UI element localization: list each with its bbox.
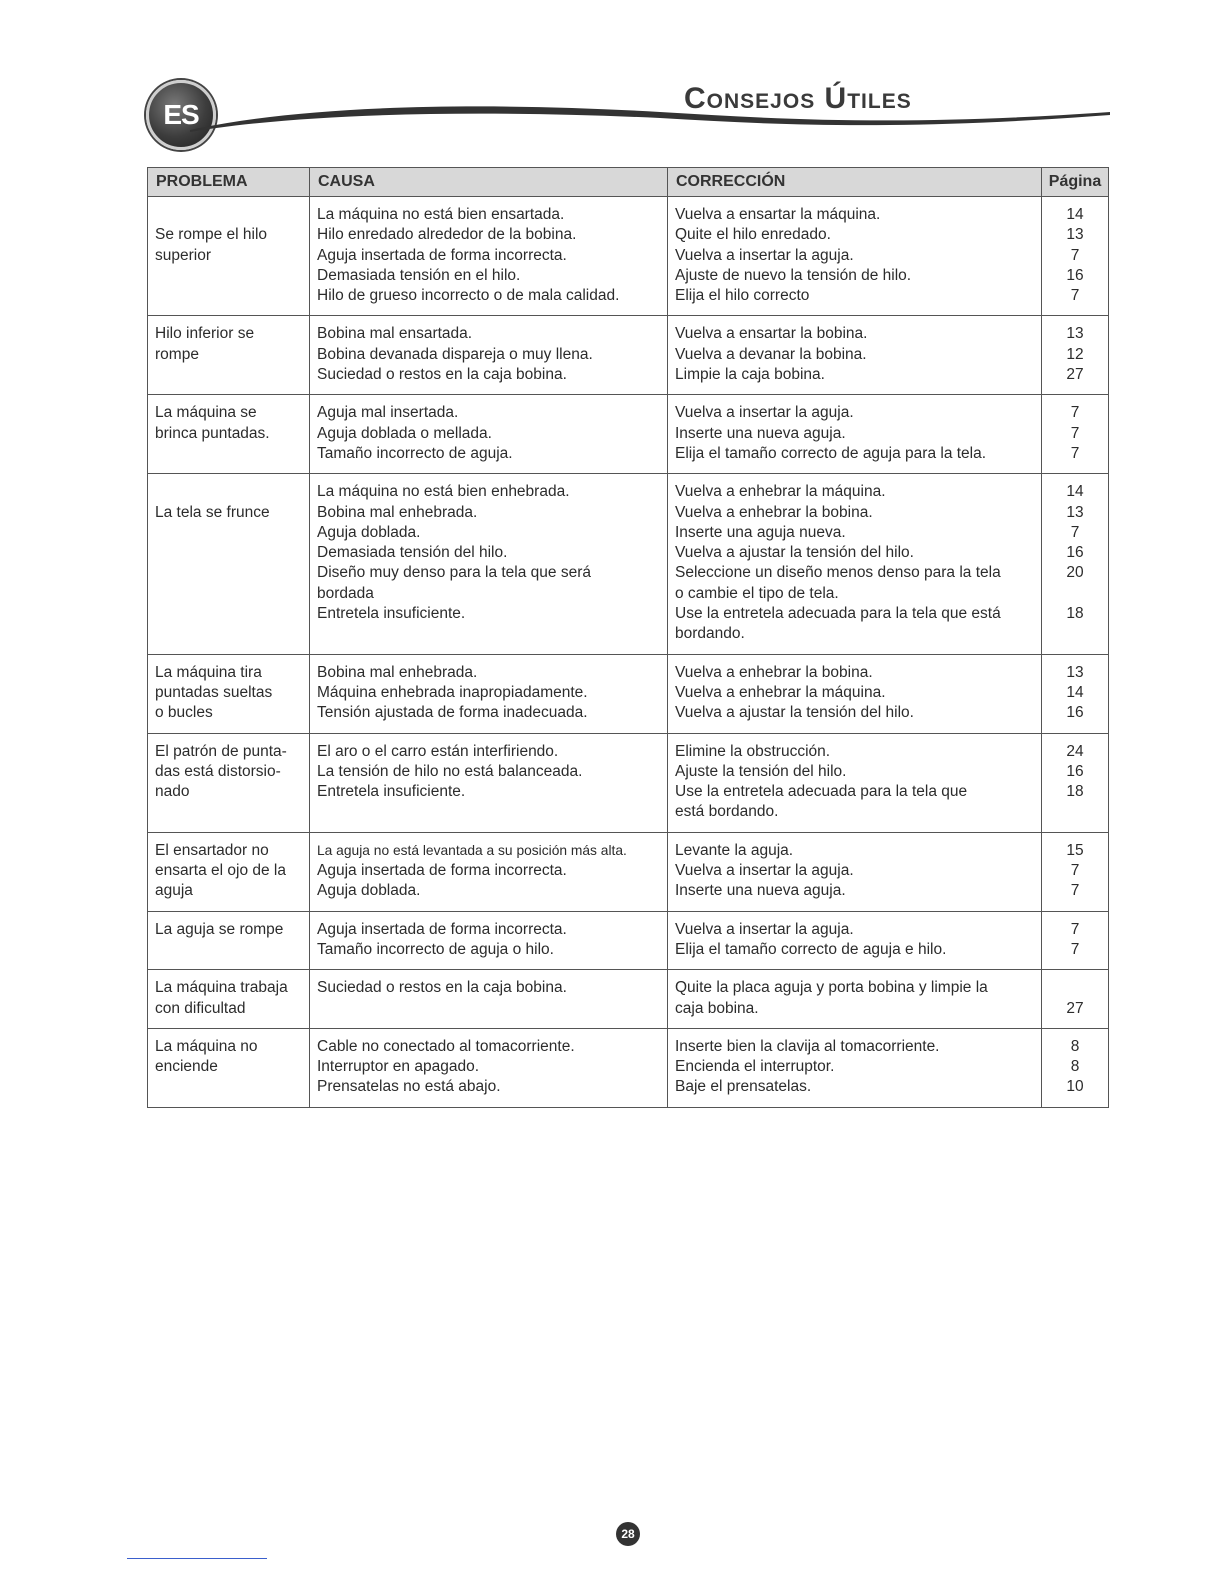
- problem-cell: [148, 911, 310, 970]
- page-ref: 7: [1070, 920, 1080, 938]
- table-row: [148, 1028, 1109, 1107]
- correction-cell: [668, 316, 1042, 395]
- cell-line: nado: [155, 783, 190, 801]
- page-ref: 7: [1070, 444, 1080, 462]
- cell-line: Elija el hilo correcto: [675, 287, 810, 305]
- page-ref: 16: [1066, 762, 1084, 780]
- cell-line: Inserte una nueva aguja.: [675, 882, 846, 900]
- cell-line: Demasiada tensión del hilo.: [317, 544, 508, 562]
- page-ref-cell: [1042, 316, 1109, 395]
- table-row: [148, 911, 1109, 970]
- cell-line: Suciedad o restos en la caja bobina.: [317, 366, 567, 384]
- page-ref-cell: [1042, 832, 1109, 911]
- cell-line: La máquina trabaja: [155, 979, 288, 997]
- cell-line: Aguja doblada o mellada.: [317, 424, 492, 442]
- page-ref: 18: [1066, 605, 1084, 623]
- cell-line: Ajuste de nuevo la tensión de hilo.: [675, 266, 912, 284]
- cell-line: La máquina no está bien enhebrada.: [317, 483, 570, 501]
- cause-cell: [310, 654, 668, 733]
- footer-rule: [127, 1558, 267, 1559]
- cell-line: o bucles: [155, 704, 213, 722]
- cell-line: Interruptor en apagado.: [317, 1058, 480, 1076]
- cell-line: El aro o el carro están interfiriendo.: [317, 742, 559, 760]
- cell-line: Se rompe el hilo: [155, 226, 268, 244]
- cell-line: Vuelva a enhebrar la máquina.: [675, 683, 886, 701]
- cell-line: La aguja no está levantada a su posición más alta.: [317, 842, 627, 858]
- cell-line: Levante la aguja.: [675, 841, 794, 859]
- cell-line: La aguja se rompe: [155, 920, 284, 938]
- page-ref: 7: [1070, 940, 1080, 958]
- cause-cell: [310, 970, 668, 1029]
- page-ref: 7: [1070, 246, 1080, 264]
- page-ref: 16: [1066, 266, 1084, 284]
- cell-line: Suciedad o restos en la caja bobina.: [317, 979, 567, 997]
- problem-cell: [148, 654, 310, 733]
- cell-line: [155, 205, 302, 225]
- cell-line: El ensartador no: [155, 841, 269, 859]
- page-ref: 18: [1066, 783, 1084, 801]
- cell-line: Cable no conectado al tomacorriente.: [317, 1037, 575, 1055]
- problem-cell: [148, 733, 310, 832]
- cell-line: Inserte bien la clavija al tomacorriente.: [675, 1037, 940, 1055]
- correction-cell: [668, 395, 1042, 474]
- column-header-cause: CAUSA: [310, 168, 668, 197]
- cell-line: Vuelva a ajustar la tensión del hilo.: [675, 704, 914, 722]
- cause-cell: [310, 395, 668, 474]
- table-row: [148, 733, 1109, 832]
- cell-line: Vuelva a enhebrar la bobina.: [675, 663, 873, 681]
- cell-line: Encienda el interruptor.: [675, 1058, 835, 1076]
- cell-line: brinca puntadas.: [155, 424, 270, 442]
- cause-cell: [310, 197, 668, 316]
- cell-line: o cambie el tipo de tela.: [675, 584, 839, 602]
- page-ref: [1049, 584, 1101, 604]
- cell-line: Limpie la caja bobina.: [675, 366, 825, 384]
- cell-line: Aguja mal insertada.: [317, 404, 459, 422]
- cell-line: Demasiada tensión en el hilo.: [317, 266, 521, 284]
- page-ref-cell: [1042, 733, 1109, 832]
- cause-cell: [310, 474, 668, 654]
- cell-line: Hilo de grueso incorrecto o de mala calidad.: [317, 287, 620, 305]
- page-ref-cell: [1042, 474, 1109, 654]
- page-ref: 14: [1066, 206, 1084, 223]
- page-ref: 7: [1070, 523, 1080, 541]
- cell-line: Quite la placa aguja y porta bobina y limpie la: [675, 979, 988, 997]
- cell-line: Vuelva a devanar la bobina.: [675, 345, 867, 363]
- table-row: [148, 395, 1109, 474]
- cell-line: Use la entretela adecuada para la tela que: [675, 783, 968, 801]
- cell-line: Prensatelas no está abajo.: [317, 1078, 501, 1096]
- cell-line: Quite el hilo enredado.: [675, 226, 831, 244]
- cell-line: Tensión ajustada de forma inadecuada.: [317, 704, 588, 722]
- correction-cell: [668, 970, 1042, 1029]
- cell-line: Tamaño incorrecto de aguja o hilo.: [317, 940, 554, 958]
- page-ref: 8: [1070, 1037, 1080, 1055]
- cell-line: Vuelva a ensartar la bobina.: [675, 325, 868, 343]
- table-row: [148, 316, 1109, 395]
- page-ref: 7: [1070, 287, 1080, 305]
- page-ref-cell: [1042, 197, 1109, 316]
- cause-cell: [310, 1028, 668, 1107]
- cell-line: Entretela insuficiente.: [317, 783, 466, 801]
- cell-line: Máquina enhebrada inapropiadamente.: [317, 683, 588, 701]
- page-number-badge: 28: [616, 1522, 640, 1546]
- cell-line: Aguja doblada.: [317, 882, 421, 900]
- cell-line: con dificultad: [155, 999, 246, 1017]
- cause-cell: [310, 316, 668, 395]
- problem-cell: [148, 197, 310, 316]
- cause-cell: [310, 733, 668, 832]
- cell-line: Aguja doblada.: [317, 523, 421, 541]
- cell-line: bordando.: [675, 625, 745, 643]
- cell-line: enciende: [155, 1058, 218, 1076]
- cell-line: das está distorsio-: [155, 762, 281, 780]
- problem-cell: [148, 1028, 310, 1107]
- cell-line: Aguja insertada de forma incorrecta.: [317, 862, 567, 880]
- cell-line: Bobina mal enhebrada.: [317, 663, 478, 681]
- page-ref: 14: [1066, 683, 1084, 701]
- cell-line: La tela se frunce: [155, 503, 270, 521]
- cell-line: Hilo enredado alrededor de la bobina.: [317, 226, 577, 244]
- cell-line: Vuelva a insertar la aguja.: [675, 404, 854, 422]
- cell-line: Aguja insertada de forma incorrecta.: [317, 920, 567, 938]
- cell-line: Vuelva a insertar la aguja.: [675, 920, 854, 938]
- cell-line: La máquina no: [155, 1037, 258, 1055]
- cell-line: Baje el prensatelas.: [675, 1078, 812, 1096]
- problem-cell: [148, 832, 310, 911]
- table-row: [148, 197, 1109, 316]
- page-ref: 13: [1066, 503, 1084, 521]
- cell-line: Bobina mal ensartada.: [317, 325, 473, 343]
- problem-cell: [148, 474, 310, 654]
- column-header-page: Página: [1042, 168, 1109, 197]
- cell-line: Hilo inferior se: [155, 325, 255, 343]
- cell-line: caja bobina.: [675, 999, 759, 1017]
- page-ref: 13: [1066, 226, 1084, 244]
- cell-line: Elija el tamaño correcto de aguja e hilo.: [675, 940, 947, 958]
- table-row: [148, 832, 1109, 911]
- page-ref: 13: [1066, 663, 1084, 681]
- page-ref: 24: [1066, 742, 1084, 760]
- cell-line: La máquina se: [155, 404, 257, 422]
- correction-cell: [668, 832, 1042, 911]
- cell-line: Vuelva a insertar la aguja.: [675, 862, 854, 880]
- table-row: [148, 474, 1109, 654]
- cell-line: Elimine la obstrucción.: [675, 742, 831, 760]
- cell-line: Bobina mal enhebrada.: [317, 503, 478, 521]
- cell-line: Tamaño incorrecto de aguja.: [317, 444, 513, 462]
- cell-line: La máquina no está bien ensartada.: [317, 206, 565, 223]
- correction-cell: [668, 654, 1042, 733]
- page-ref: 16: [1066, 704, 1084, 722]
- page-ref-cell: [1042, 395, 1109, 474]
- correction-cell: [668, 733, 1042, 832]
- page-ref: 13: [1066, 325, 1084, 343]
- page-ref-cell: [1042, 911, 1109, 970]
- problem-cell: [148, 316, 310, 395]
- page-ref: 8: [1070, 1058, 1080, 1076]
- troubleshooting-table: [147, 167, 1109, 1108]
- cell-line: Diseño muy denso para la tela que será: [317, 564, 591, 582]
- cell-line: [155, 482, 302, 502]
- cause-cell: [310, 832, 668, 911]
- page-ref: 7: [1070, 882, 1080, 900]
- page-ref: 7: [1070, 862, 1080, 880]
- page-ref: 7: [1070, 404, 1080, 422]
- cell-line: Entretela insuficiente.: [317, 605, 466, 623]
- table-row: [148, 654, 1109, 733]
- page-ref-cell: [1042, 1028, 1109, 1107]
- page-ref: 15: [1066, 841, 1084, 859]
- page-ref: 12: [1066, 345, 1084, 363]
- page-ref: [1049, 978, 1101, 998]
- cell-line: Vuelva a enhebrar la máquina.: [675, 483, 886, 501]
- cell-line: Bobina devanada dispareja o muy llena.: [317, 345, 593, 363]
- cell-line: ensarta el ojo de la: [155, 862, 286, 880]
- page-ref: 7: [1070, 424, 1080, 442]
- page-ref: 16: [1066, 544, 1084, 562]
- correction-cell: [668, 197, 1042, 316]
- correction-cell: [668, 1028, 1042, 1107]
- cell-line: Vuelva a ensartar la máquina.: [675, 206, 881, 223]
- cell-line: puntadas sueltas: [155, 683, 273, 701]
- cell-line: Vuelva a insertar la aguja.: [675, 246, 854, 264]
- cell-line: está bordando.: [675, 803, 779, 821]
- page-ref: 10: [1066, 1078, 1084, 1096]
- cell-line: Use la entretela adecuada para la tela que está: [675, 605, 1001, 623]
- page-ref: 20: [1066, 564, 1084, 582]
- cell-line: El patrón de punta-: [155, 742, 287, 760]
- problem-cell: [148, 395, 310, 474]
- cell-line: Vuelva a enhebrar la bobina.: [675, 503, 873, 521]
- page-ref: 14: [1066, 483, 1084, 501]
- page-header: [0, 0, 1224, 160]
- cell-line: rompe: [155, 345, 199, 363]
- table-row: [148, 970, 1109, 1029]
- page-title: Consejos Útiles: [684, 82, 912, 115]
- cell-line: La tensión de hilo no está balanceada.: [317, 762, 583, 780]
- correction-cell: [668, 911, 1042, 970]
- page-ref-cell: [1042, 654, 1109, 733]
- cell-line: Vuelva a ajustar la tensión del hilo.: [675, 544, 914, 562]
- cell-line: Seleccione un diseño menos denso para la tela: [675, 564, 1001, 582]
- problem-cell: [148, 970, 310, 1029]
- cell-line: Ajuste la tensión del hilo.: [675, 762, 847, 780]
- cell-line: aguja: [155, 882, 193, 900]
- table-header-row: [148, 168, 1109, 197]
- cell-line: La máquina tira: [155, 663, 262, 681]
- language-badge: ES: [146, 80, 216, 150]
- cell-line: bordada: [317, 584, 374, 602]
- page-ref: 27: [1066, 366, 1084, 384]
- header-swoosh-decoration: [190, 96, 1120, 136]
- column-header-problem: PROBLEMA: [148, 168, 310, 197]
- cell-line: Elija el tamaño correcto de aguja para la tela.: [675, 444, 987, 462]
- cell-line: superior: [155, 246, 211, 264]
- cell-line: Aguja insertada de forma incorrecta.: [317, 246, 567, 264]
- page-ref-cell: [1042, 970, 1109, 1029]
- cause-cell: [310, 911, 668, 970]
- cell-line: Inserte una nueva aguja.: [675, 424, 846, 442]
- column-header-correction: CORRECCIÓN: [668, 168, 1042, 197]
- correction-cell: [668, 474, 1042, 654]
- page-ref: 27: [1066, 999, 1084, 1017]
- cell-line: Inserte una aguja nueva.: [675, 523, 846, 541]
